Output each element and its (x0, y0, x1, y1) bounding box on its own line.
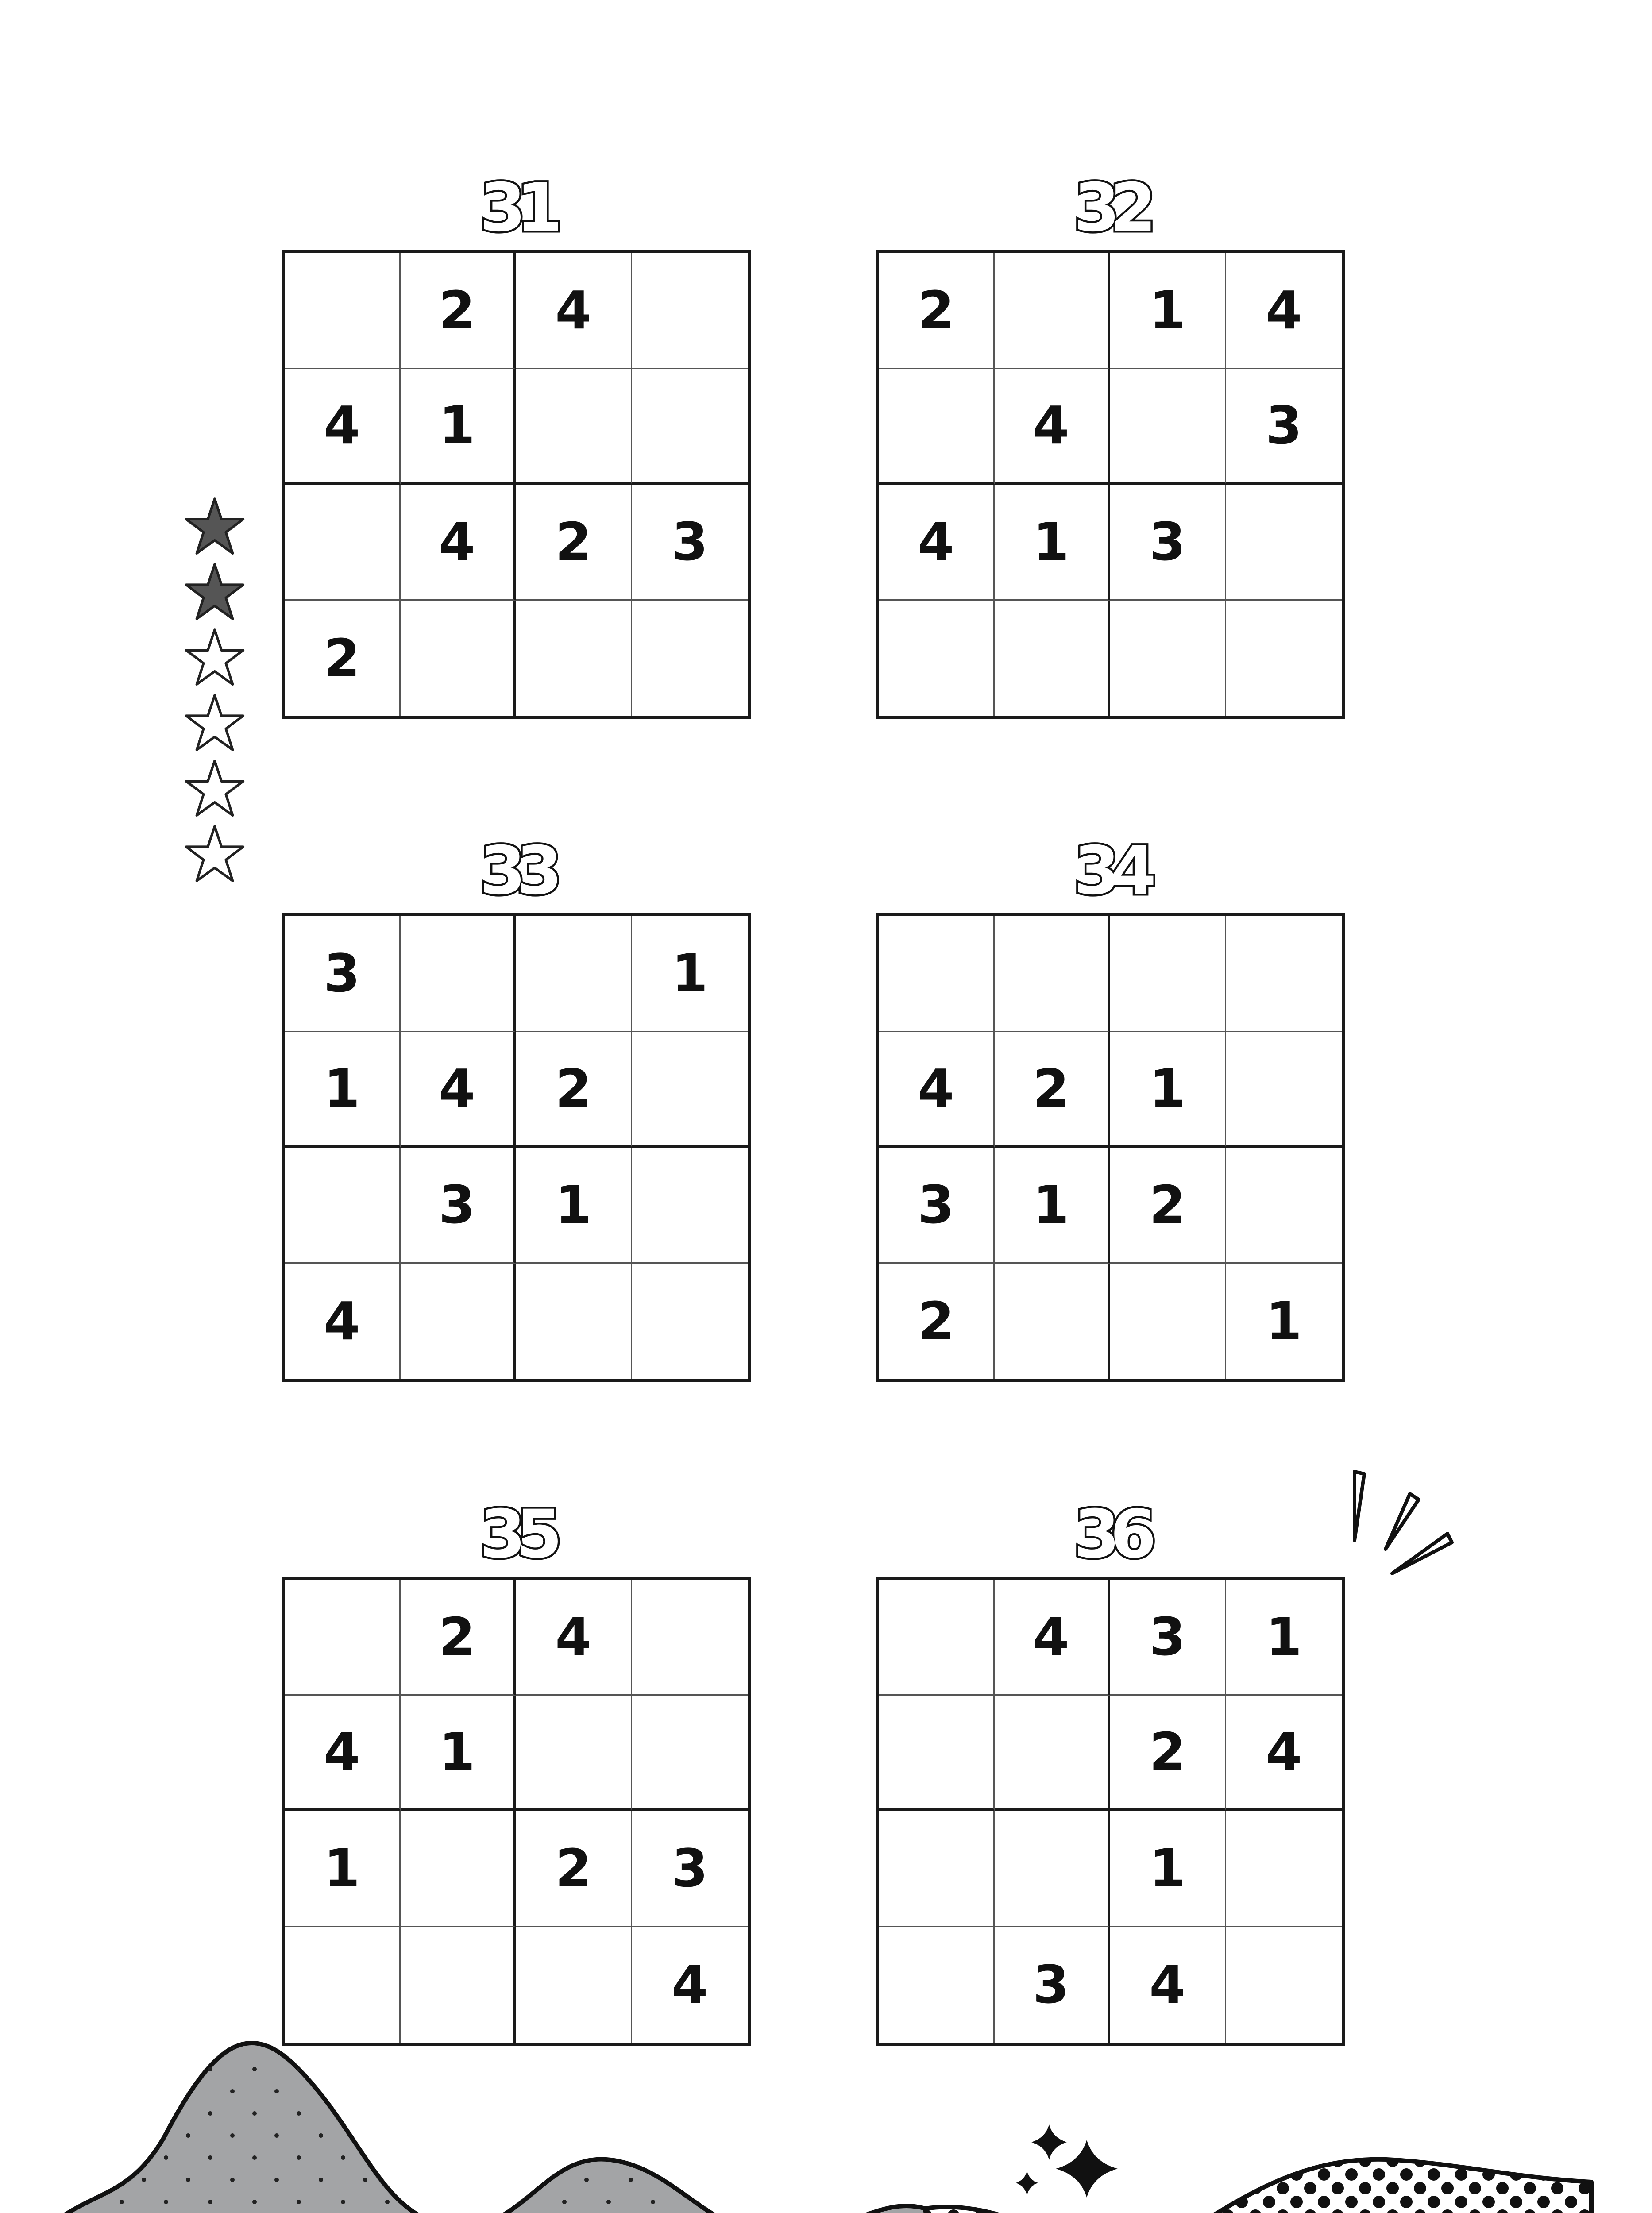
grid-cell[interactable] (632, 1032, 748, 1148)
grid-cell[interactable]: 2 (516, 1811, 632, 1927)
grid-cell[interactable]: 4 (995, 369, 1111, 485)
grid-cell[interactable]: 4 (1110, 1927, 1226, 2043)
grid-cell[interactable] (632, 1264, 748, 1380)
grid-cell[interactable] (995, 1264, 1111, 1380)
grid-cell[interactable] (632, 1696, 748, 1812)
grid-cell[interactable]: 2 (516, 485, 632, 601)
grid-cell[interactable]: 2 (879, 253, 995, 369)
grid-cell[interactable] (1226, 485, 1342, 601)
grid-cell[interactable] (516, 1264, 632, 1380)
grid-cell[interactable] (285, 1148, 401, 1264)
grid-cell[interactable]: 1 (401, 1696, 517, 1812)
grid-cell[interactable]: 1 (285, 1811, 401, 1927)
star-icon-4 (181, 692, 248, 754)
grid-cell[interactable]: 2 (401, 1580, 517, 1696)
puzzle-number: 34 (1073, 833, 1147, 910)
grid-cell[interactable] (879, 1696, 995, 1812)
grid-cell[interactable]: 3 (632, 1811, 748, 1927)
grid-cell[interactable] (401, 1811, 517, 1927)
grid-cell[interactable]: 1 (1110, 253, 1226, 369)
grid-cell[interactable] (285, 485, 401, 601)
grid-cell[interactable]: 4 (401, 485, 517, 601)
grey-hills (64, 2043, 941, 2213)
star-icon-3 (181, 627, 248, 689)
grid-cell[interactable] (995, 1811, 1111, 1927)
grid-cell[interactable] (879, 1811, 995, 1927)
star-icon-5 (181, 758, 248, 820)
grid-cell[interactable] (1226, 1148, 1342, 1264)
burst-lines-icon (1355, 1472, 1452, 1573)
sudoku-grid (282, 913, 751, 1382)
grid-cell[interactable]: 4 (516, 253, 632, 369)
grid-cell[interactable]: 4 (1226, 253, 1342, 369)
grid-cell[interactable]: 1 (1110, 1032, 1226, 1148)
grid-cell[interactable] (401, 1927, 517, 2043)
grid-cell[interactable] (1226, 601, 1342, 717)
grid-cell[interactable]: 1 (1226, 1580, 1342, 1696)
dotted-wave (925, 2159, 1591, 2213)
grid-cell[interactable]: 4 (1226, 1696, 1342, 1812)
grid-cell[interactable]: 4 (285, 369, 401, 485)
grid-cell[interactable]: 3 (632, 485, 748, 601)
difficulty-rating (181, 496, 252, 889)
grid-cell[interactable] (1226, 1032, 1342, 1148)
grid-cell[interactable] (401, 916, 517, 1032)
grid-cell[interactable] (1226, 1811, 1342, 1927)
grid-cell[interactable]: 2 (1110, 1148, 1226, 1264)
grid-cell[interactable] (516, 369, 632, 485)
grid-cell[interactable] (516, 1927, 632, 2043)
puzzle-number: 36 (1073, 1496, 1147, 1573)
grid-cell[interactable]: 4 (995, 1580, 1111, 1696)
grid-cell[interactable]: 1 (516, 1148, 632, 1264)
star-icon-1 (181, 496, 248, 558)
grid-cell[interactable]: 4 (879, 1032, 995, 1148)
sudoku-grid (876, 913, 1345, 1382)
grid-cell[interactable]: 3 (879, 1148, 995, 1264)
grid-cell[interactable] (285, 1580, 401, 1696)
grid-cell[interactable] (632, 1148, 748, 1264)
grid-cell[interactable] (879, 1927, 995, 2043)
grid-cell[interactable] (401, 601, 517, 717)
grid-cell[interactable]: 2 (285, 601, 401, 717)
grid-cell[interactable]: 4 (285, 1264, 401, 1380)
puzzle-number: 32 (1073, 170, 1147, 247)
grid-cell[interactable]: 4 (879, 485, 995, 601)
sudoku-grid (282, 250, 751, 719)
grid-cell[interactable] (995, 253, 1111, 369)
star-icon-2 (181, 561, 248, 623)
grid-cell[interactable]: 4 (516, 1580, 632, 1696)
grid-cell[interactable] (1110, 1264, 1226, 1380)
sparkle-icon (1016, 2124, 1118, 2198)
grid-cell[interactable] (285, 253, 401, 369)
grid-cell[interactable]: 1 (285, 1032, 401, 1148)
grid-cell[interactable]: 1 (1110, 1811, 1226, 1927)
grid-cell[interactable] (1110, 369, 1226, 485)
grid-cell[interactable] (1110, 916, 1226, 1032)
grid-cell[interactable]: 3 (995, 1927, 1111, 2043)
grid-cell[interactable] (632, 253, 748, 369)
sudoku-grid (876, 1577, 1345, 2046)
sudoku-grid (282, 1577, 751, 2046)
grid-cell[interactable] (285, 1927, 401, 2043)
grid-cell[interactable]: 1 (995, 485, 1111, 601)
puzzle-number: 33 (479, 833, 553, 910)
grid-cell[interactable] (516, 916, 632, 1032)
grid-cell[interactable]: 2 (516, 1032, 632, 1148)
grid-cell[interactable]: 1 (401, 369, 517, 485)
sudoku-grid (876, 250, 1345, 719)
grid-cell[interactable]: 4 (401, 1032, 517, 1148)
grid-cell[interactable] (879, 1580, 995, 1696)
grid-cell[interactable]: 3 (1226, 369, 1342, 485)
grid-cell[interactable]: 2 (401, 253, 517, 369)
grid-cell[interactable] (995, 916, 1111, 1032)
grid-cell[interactable] (401, 1264, 517, 1380)
grid-cell[interactable] (1110, 601, 1226, 717)
grid-cell[interactable] (632, 369, 748, 485)
puzzle-number: 35 (479, 1496, 553, 1573)
grid-cell[interactable] (1226, 916, 1342, 1032)
grid-cell[interactable] (632, 601, 748, 717)
grid-cell[interactable] (1226, 1927, 1342, 2043)
grid-cell[interactable]: 1 (995, 1148, 1111, 1264)
grid-cell[interactable]: 3 (401, 1148, 517, 1264)
grid-cell[interactable]: 3 (285, 916, 401, 1032)
grid-cell[interactable] (995, 601, 1111, 717)
star-icon-6 (181, 823, 248, 885)
grid-cell[interactable] (516, 1696, 632, 1812)
grid-cell[interactable] (879, 369, 995, 485)
grid-cell[interactable]: 3 (1110, 1580, 1226, 1696)
puzzle-number: 31 (479, 170, 553, 247)
grid-cell[interactable] (995, 1696, 1111, 1812)
grid-cell[interactable]: 3 (1110, 485, 1226, 601)
grid-cell[interactable]: 2 (1110, 1696, 1226, 1812)
grid-cell[interactable]: 1 (1266, 1291, 1302, 1352)
grid-cell[interactable]: 1 (632, 916, 748, 1032)
grid-cell[interactable] (632, 1580, 748, 1696)
grid-cell[interactable] (516, 601, 632, 717)
grid-cell[interactable]: 4 (285, 1696, 401, 1812)
grid-cell[interactable]: 2 (995, 1032, 1111, 1148)
grid-cell[interactable]: 2 (879, 1264, 995, 1380)
grid-cell[interactable]: 4 (672, 1954, 708, 2016)
grid-cell[interactable] (879, 916, 995, 1032)
grid-cell[interactable] (879, 601, 995, 717)
